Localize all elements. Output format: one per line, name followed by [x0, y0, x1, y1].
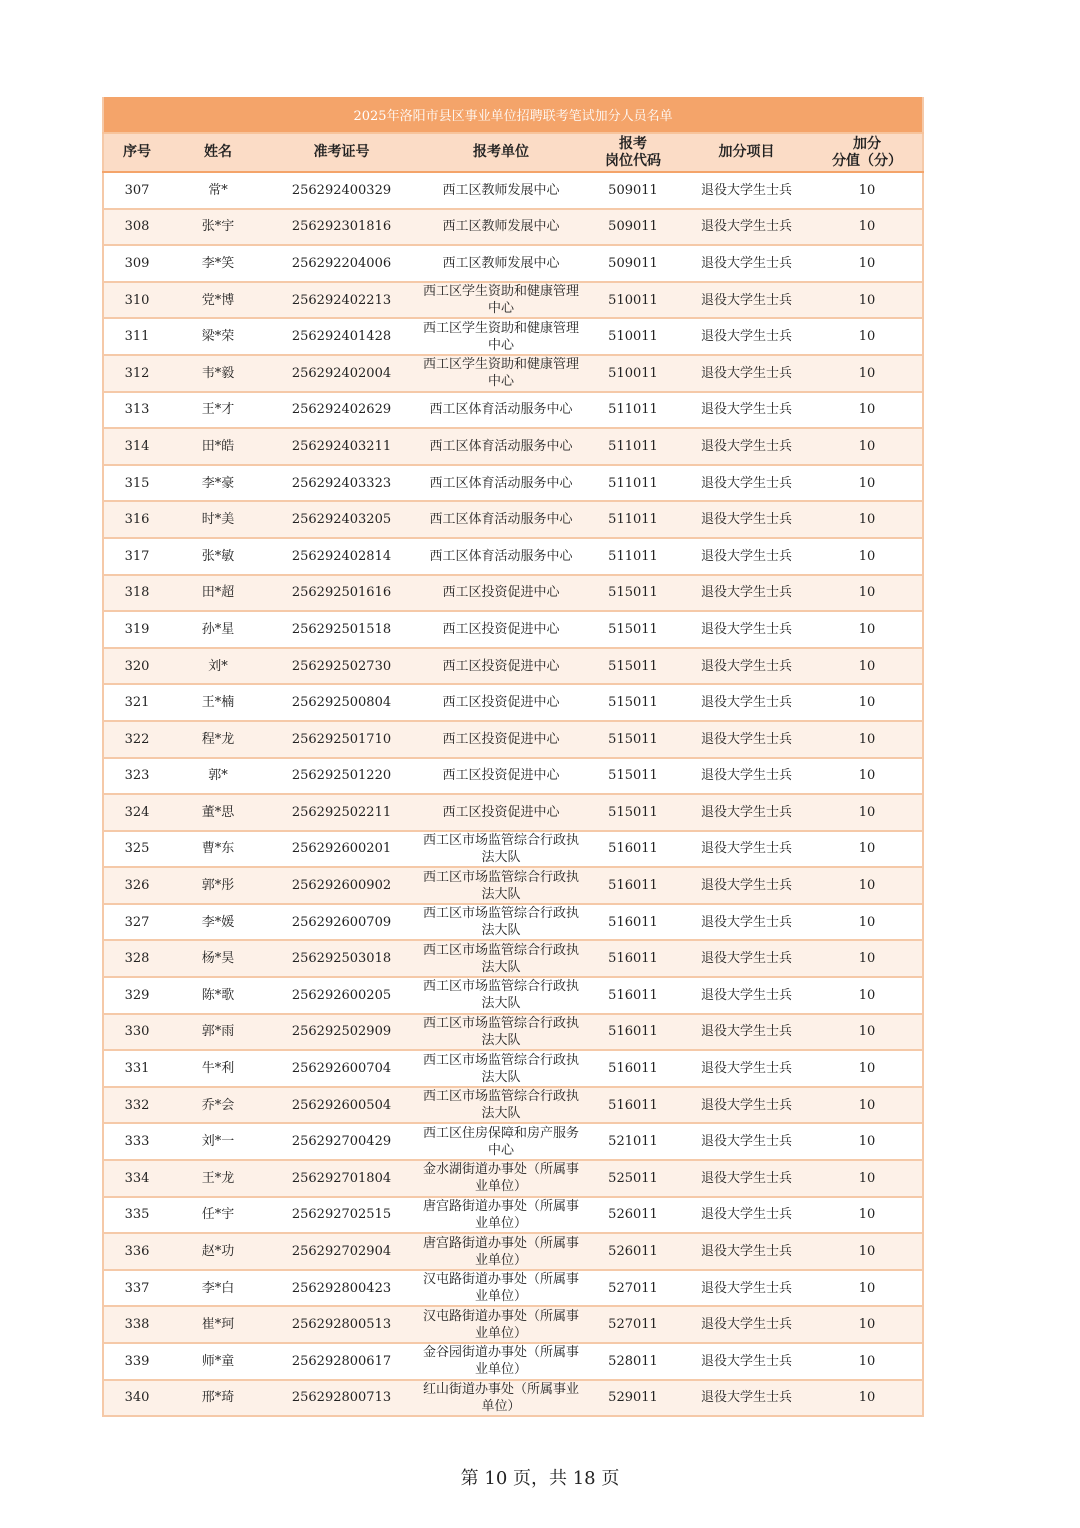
cell-bonus-score: 10 [812, 1050, 923, 1087]
cell-index: 331 [103, 1050, 170, 1087]
cell-exam-id: 256292402004 [266, 355, 417, 392]
cell-post-code: 528011 [585, 1343, 681, 1380]
cell-name: 王*龙 [170, 1160, 266, 1197]
cell-bonus-score: 10 [812, 172, 923, 209]
table-row [103, 1014, 923, 1051]
cell-index: 328 [103, 940, 170, 977]
cell-exam-id: 256292403323 [266, 465, 417, 502]
cell-bonus-item: 退役大学生士兵 [681, 904, 812, 941]
cell-bonus-item: 退役大学生士兵 [681, 1123, 812, 1160]
cell-index: 333 [103, 1123, 170, 1160]
cell-bonus-item: 退役大学生士兵 [681, 538, 812, 575]
cell-index: 330 [103, 1014, 170, 1051]
roster-table [102, 97, 924, 1417]
table-title: 2025年洛阳市县区事业单位招聘联考笔试加分人员名单 [103, 97, 923, 133]
cell-unit: 西工区市场监管综合行政执法大队 [417, 940, 585, 977]
table-row [103, 1380, 923, 1417]
cell-unit: 西工区投资促进中心 [417, 758, 585, 795]
cell-bonus-item: 退役大学生士兵 [681, 611, 812, 648]
header-col-unit: 报考单位 [417, 133, 585, 172]
cell-index: 327 [103, 904, 170, 941]
cell-bonus-score: 10 [812, 355, 923, 392]
cell-unit: 西工区市场监管综合行政执法大队 [417, 867, 585, 904]
cell-bonus-item: 退役大学生士兵 [681, 867, 812, 904]
cell-post-code: 516011 [585, 1050, 681, 1087]
cell-unit: 西工区市场监管综合行政执法大队 [417, 977, 585, 1014]
cell-post-code: 526011 [585, 1197, 681, 1234]
table-row [103, 1050, 923, 1087]
table-row [103, 282, 923, 319]
cell-name: 陈*歌 [170, 977, 266, 1014]
cell-index: 316 [103, 501, 170, 538]
cell-unit: 西工区投资促进中心 [417, 721, 585, 758]
cell-index: 310 [103, 282, 170, 319]
cell-exam-id: 256292502730 [266, 648, 417, 685]
cell-index: 326 [103, 867, 170, 904]
header-col-index: 序号 [103, 133, 170, 172]
table-row [103, 867, 923, 904]
cell-bonus-item: 退役大学生士兵 [681, 1160, 812, 1197]
cell-post-code: 526011 [585, 1233, 681, 1270]
table-row [103, 209, 923, 246]
cell-unit: 红山街道办事处（所属事业单位） [417, 1380, 585, 1417]
cell-post-code: 509011 [585, 245, 681, 282]
cell-bonus-item: 退役大学生士兵 [681, 172, 812, 209]
cell-bonus-item: 退役大学生士兵 [681, 1343, 812, 1380]
cell-unit: 唐宫路街道办事处（所属事业单位） [417, 1233, 585, 1270]
table-row [103, 1197, 923, 1234]
cell-bonus-item: 退役大学生士兵 [681, 977, 812, 1014]
cell-bonus-score: 10 [812, 465, 923, 502]
cell-index: 314 [103, 428, 170, 465]
table-row [103, 1160, 923, 1197]
cell-index: 338 [103, 1306, 170, 1343]
cell-exam-id: 256292600504 [266, 1087, 417, 1124]
cell-unit: 西工区投资促进中心 [417, 611, 585, 648]
cell-index: 317 [103, 538, 170, 575]
cell-bonus-score: 10 [812, 1160, 923, 1197]
cell-bonus-score: 10 [812, 648, 923, 685]
cell-post-code: 515011 [585, 758, 681, 795]
cell-name: 刘*一 [170, 1123, 266, 1160]
header-col-post-code: 报考 岗位代码 [585, 133, 681, 172]
cell-bonus-score: 10 [812, 758, 923, 795]
cell-exam-id: 256292301816 [266, 209, 417, 246]
cell-unit: 西工区市场监管综合行政执法大队 [417, 1014, 585, 1051]
cell-bonus-score: 10 [812, 831, 923, 868]
cell-exam-id: 256292403205 [266, 501, 417, 538]
cell-index: 308 [103, 209, 170, 246]
cell-bonus-item: 退役大学生士兵 [681, 1380, 812, 1417]
cell-unit: 西工区学生资助和健康管理中心 [417, 355, 585, 392]
cell-unit: 西工区体育活动服务中心 [417, 392, 585, 429]
cell-unit: 西工区投资促进中心 [417, 648, 585, 685]
cell-bonus-item: 退役大学生士兵 [681, 1014, 812, 1051]
table-row [103, 684, 923, 721]
cell-exam-id: 256292800713 [266, 1380, 417, 1417]
cell-post-code: 511011 [585, 465, 681, 502]
cell-unit: 西工区市场监管综合行政执法大队 [417, 831, 585, 868]
table-row [103, 1343, 923, 1380]
cell-unit: 西工区学生资助和健康管理中心 [417, 282, 585, 319]
cell-index: 336 [103, 1233, 170, 1270]
table-row [103, 355, 923, 392]
cell-bonus-item: 退役大学生士兵 [681, 1306, 812, 1343]
cell-exam-id: 256292600201 [266, 831, 417, 868]
cell-name: 程*龙 [170, 721, 266, 758]
cell-bonus-item: 退役大学生士兵 [681, 940, 812, 977]
cell-exam-id: 256292403211 [266, 428, 417, 465]
cell-name: 李*笑 [170, 245, 266, 282]
table-row [103, 1087, 923, 1124]
cell-unit: 西工区市场监管综合行政执法大队 [417, 904, 585, 941]
cell-post-code: 516011 [585, 1014, 681, 1051]
cell-exam-id: 256292600902 [266, 867, 417, 904]
cell-name: 李*媛 [170, 904, 266, 941]
table-row [103, 831, 923, 868]
cell-post-code: 515011 [585, 575, 681, 612]
cell-name: 杨*昊 [170, 940, 266, 977]
cell-exam-id: 256292501220 [266, 758, 417, 795]
cell-unit: 汉屯路街道办事处（所属事业单位） [417, 1270, 585, 1307]
cell-index: 337 [103, 1270, 170, 1307]
table-row [103, 428, 923, 465]
cell-unit: 西工区体育活动服务中心 [417, 428, 585, 465]
cell-unit: 唐宫路街道办事处（所属事业单位） [417, 1197, 585, 1234]
cell-exam-id: 256292402213 [266, 282, 417, 319]
cell-unit: 西工区投资促进中心 [417, 575, 585, 612]
cell-post-code: 515011 [585, 794, 681, 831]
table-row [103, 758, 923, 795]
cell-name: 任*宇 [170, 1197, 266, 1234]
cell-post-code: 515011 [585, 684, 681, 721]
table-row [103, 611, 923, 648]
cell-bonus-score: 10 [812, 794, 923, 831]
cell-unit: 汉屯路街道办事处（所属事业单位） [417, 1306, 585, 1343]
cell-unit: 西工区体育活动服务中心 [417, 538, 585, 575]
table-row [103, 977, 923, 1014]
cell-post-code: 516011 [585, 940, 681, 977]
cell-post-code: 521011 [585, 1123, 681, 1160]
table-body [103, 172, 923, 1416]
cell-name: 郭*彤 [170, 867, 266, 904]
cell-bonus-item: 退役大学生士兵 [681, 648, 812, 685]
cell-name: 李*豪 [170, 465, 266, 502]
cell-name: 郭* [170, 758, 266, 795]
table-row [103, 465, 923, 502]
cell-exam-id: 256292502909 [266, 1014, 417, 1051]
cell-bonus-score: 10 [812, 538, 923, 575]
cell-bonus-score: 10 [812, 904, 923, 941]
cell-exam-id: 256292701804 [266, 1160, 417, 1197]
header-col-bonus-score: 加分 分值（分） [812, 133, 923, 172]
cell-unit: 西工区体育活动服务中心 [417, 501, 585, 538]
cell-bonus-item: 退役大学生士兵 [681, 1197, 812, 1234]
cell-unit: 西工区学生资助和健康管理中心 [417, 318, 585, 355]
cell-index: 324 [103, 794, 170, 831]
header-col-name: 姓名 [170, 133, 266, 172]
cell-post-code: 516011 [585, 977, 681, 1014]
cell-bonus-item: 退役大学生士兵 [681, 209, 812, 246]
cell-index: 307 [103, 172, 170, 209]
cell-exam-id: 256292400329 [266, 172, 417, 209]
cell-bonus-score: 10 [812, 1123, 923, 1160]
cell-name: 田*皓 [170, 428, 266, 465]
cell-index: 319 [103, 611, 170, 648]
cell-post-code: 527011 [585, 1306, 681, 1343]
cell-index: 332 [103, 1087, 170, 1124]
cell-post-code: 527011 [585, 1270, 681, 1307]
cell-post-code: 510011 [585, 355, 681, 392]
cell-bonus-score: 10 [812, 1270, 923, 1307]
cell-bonus-item: 退役大学生士兵 [681, 684, 812, 721]
cell-post-code: 516011 [585, 867, 681, 904]
cell-post-code: 511011 [585, 538, 681, 575]
cell-exam-id: 256292600205 [266, 977, 417, 1014]
cell-unit: 金水湖街道办事处（所属事业单位） [417, 1160, 585, 1197]
cell-exam-id: 256292204006 [266, 245, 417, 282]
cell-bonus-score: 10 [812, 977, 923, 1014]
cell-index: 320 [103, 648, 170, 685]
cell-name: 孙*星 [170, 611, 266, 648]
cell-post-code: 525011 [585, 1160, 681, 1197]
cell-unit: 西工区住房保障和房产服务中心 [417, 1123, 585, 1160]
cell-name: 邢*琦 [170, 1380, 266, 1417]
cell-exam-id: 256292503018 [266, 940, 417, 977]
cell-bonus-score: 10 [812, 1014, 923, 1051]
table-row [103, 575, 923, 612]
cell-name: 李*白 [170, 1270, 266, 1307]
cell-name: 张*敏 [170, 538, 266, 575]
cell-bonus-item: 退役大学生士兵 [681, 575, 812, 612]
cell-post-code: 515011 [585, 611, 681, 648]
table-row [103, 1123, 923, 1160]
cell-exam-id: 256292700429 [266, 1123, 417, 1160]
cell-exam-id: 256292502211 [266, 794, 417, 831]
cell-post-code: 515011 [585, 648, 681, 685]
cell-index: 318 [103, 575, 170, 612]
cell-bonus-item: 退役大学生士兵 [681, 282, 812, 319]
cell-index: 309 [103, 245, 170, 282]
cell-unit: 西工区市场监管综合行政执法大队 [417, 1087, 585, 1124]
cell-bonus-score: 10 [812, 318, 923, 355]
cell-exam-id: 256292500804 [266, 684, 417, 721]
cell-post-code: 516011 [585, 831, 681, 868]
cell-bonus-score: 10 [812, 245, 923, 282]
cell-exam-id: 256292600704 [266, 1050, 417, 1087]
cell-bonus-score: 10 [812, 940, 923, 977]
cell-unit: 西工区教师发展中心 [417, 172, 585, 209]
cell-name: 韦*毅 [170, 355, 266, 392]
cell-bonus-score: 10 [812, 611, 923, 648]
cell-index: 322 [103, 721, 170, 758]
cell-bonus-score: 10 [812, 721, 923, 758]
cell-exam-id: 256292402814 [266, 538, 417, 575]
cell-unit: 西工区教师发展中心 [417, 245, 585, 282]
cell-name: 赵*功 [170, 1233, 266, 1270]
header-col-exam-id: 准考证号 [266, 133, 417, 172]
cell-post-code: 509011 [585, 172, 681, 209]
cell-index: 311 [103, 318, 170, 355]
header-col-bonus-item: 加分项目 [681, 133, 812, 172]
cell-exam-id: 256292600709 [266, 904, 417, 941]
cell-unit: 金谷园街道办事处（所属事业单位） [417, 1343, 585, 1380]
cell-bonus-item: 退役大学生士兵 [681, 758, 812, 795]
cell-bonus-score: 10 [812, 428, 923, 465]
cell-post-code: 511011 [585, 392, 681, 429]
header-row [103, 133, 923, 172]
cell-post-code: 509011 [585, 209, 681, 246]
cell-index: 335 [103, 1197, 170, 1234]
cell-bonus-item: 退役大学生士兵 [681, 318, 812, 355]
cell-bonus-item: 退役大学生士兵 [681, 1050, 812, 1087]
cell-name: 党*博 [170, 282, 266, 319]
cell-name: 牛*利 [170, 1050, 266, 1087]
cell-post-code: 511011 [585, 501, 681, 538]
cell-bonus-score: 10 [812, 684, 923, 721]
cell-bonus-score: 10 [812, 1197, 923, 1234]
cell-index: 313 [103, 392, 170, 429]
cell-bonus-item: 退役大学生士兵 [681, 831, 812, 868]
cell-name: 曹*东 [170, 831, 266, 868]
cell-bonus-score: 10 [812, 392, 923, 429]
table-row [103, 1306, 923, 1343]
cell-name: 刘* [170, 648, 266, 685]
table-row [103, 392, 923, 429]
table-row [103, 940, 923, 977]
cell-index: 339 [103, 1343, 170, 1380]
cell-bonus-item: 退役大学生士兵 [681, 1087, 812, 1124]
cell-bonus-score: 10 [812, 1087, 923, 1124]
cell-index: 334 [103, 1160, 170, 1197]
cell-bonus-item: 退役大学生士兵 [681, 721, 812, 758]
table-row [103, 648, 923, 685]
cell-post-code: 511011 [585, 428, 681, 465]
cell-unit: 西工区投资促进中心 [417, 684, 585, 721]
cell-bonus-item: 退役大学生士兵 [681, 392, 812, 429]
cell-unit: 西工区教师发展中心 [417, 209, 585, 246]
table-row [103, 245, 923, 282]
table-row [103, 794, 923, 831]
page-footer: 第 10 页，共 18 页 [460, 1468, 620, 1489]
cell-unit: 西工区市场监管综合行政执法大队 [417, 1050, 585, 1087]
cell-name: 董*思 [170, 794, 266, 831]
cell-exam-id: 256292800513 [266, 1306, 417, 1343]
table-row [103, 1233, 923, 1270]
cell-bonus-item: 退役大学生士兵 [681, 428, 812, 465]
cell-name: 王*才 [170, 392, 266, 429]
cell-exam-id: 256292702904 [266, 1233, 417, 1270]
cell-name: 张*宇 [170, 209, 266, 246]
cell-unit: 西工区体育活动服务中心 [417, 465, 585, 502]
cell-exam-id: 256292501518 [266, 611, 417, 648]
cell-post-code: 510011 [585, 318, 681, 355]
cell-post-code: 510011 [585, 282, 681, 319]
cell-bonus-score: 10 [812, 501, 923, 538]
table-row [103, 318, 923, 355]
cell-post-code: 516011 [585, 1087, 681, 1124]
cell-name: 田*超 [170, 575, 266, 612]
cell-index: 325 [103, 831, 170, 868]
cell-bonus-item: 退役大学生士兵 [681, 501, 812, 538]
cell-post-code: 529011 [585, 1380, 681, 1417]
cell-bonus-score: 10 [812, 575, 923, 612]
table-row [103, 904, 923, 941]
cell-name: 时*美 [170, 501, 266, 538]
table-row [103, 501, 923, 538]
cell-unit: 西工区投资促进中心 [417, 794, 585, 831]
cell-bonus-score: 10 [812, 1380, 923, 1417]
cell-bonus-score: 10 [812, 1306, 923, 1343]
cell-bonus-item: 退役大学生士兵 [681, 245, 812, 282]
cell-name: 王*楠 [170, 684, 266, 721]
cell-name: 梁*荣 [170, 318, 266, 355]
cell-index: 323 [103, 758, 170, 795]
cell-exam-id: 256292401428 [266, 318, 417, 355]
cell-exam-id: 256292501710 [266, 721, 417, 758]
cell-name: 郭*雨 [170, 1014, 266, 1051]
table-row [103, 1270, 923, 1307]
cell-name: 乔*会 [170, 1087, 266, 1124]
cell-bonus-item: 退役大学生士兵 [681, 794, 812, 831]
cell-bonus-item: 退役大学生士兵 [681, 1270, 812, 1307]
cell-exam-id: 256292800423 [266, 1270, 417, 1307]
cell-post-code: 516011 [585, 904, 681, 941]
cell-name: 常* [170, 172, 266, 209]
table-row [103, 172, 923, 209]
cell-index: 321 [103, 684, 170, 721]
cell-exam-id: 256292501616 [266, 575, 417, 612]
cell-index: 340 [103, 1380, 170, 1417]
cell-bonus-item: 退役大学生士兵 [681, 355, 812, 392]
cell-name: 崔*珂 [170, 1306, 266, 1343]
cell-bonus-item: 退役大学生士兵 [681, 465, 812, 502]
cell-exam-id: 256292402629 [266, 392, 417, 429]
cell-exam-id: 256292800617 [266, 1343, 417, 1380]
cell-index: 329 [103, 977, 170, 1014]
cell-index: 312 [103, 355, 170, 392]
cell-post-code: 515011 [585, 721, 681, 758]
cell-bonus-score: 10 [812, 282, 923, 319]
cell-bonus-score: 10 [812, 1343, 923, 1380]
cell-exam-id: 256292702515 [266, 1197, 417, 1234]
cell-bonus-score: 10 [812, 1233, 923, 1270]
cell-bonus-score: 10 [812, 209, 923, 246]
cell-bonus-score: 10 [812, 867, 923, 904]
table-row [103, 721, 923, 758]
table-row [103, 538, 923, 575]
cell-name: 师*童 [170, 1343, 266, 1380]
cell-index: 315 [103, 465, 170, 502]
cell-bonus-item: 退役大学生士兵 [681, 1233, 812, 1270]
